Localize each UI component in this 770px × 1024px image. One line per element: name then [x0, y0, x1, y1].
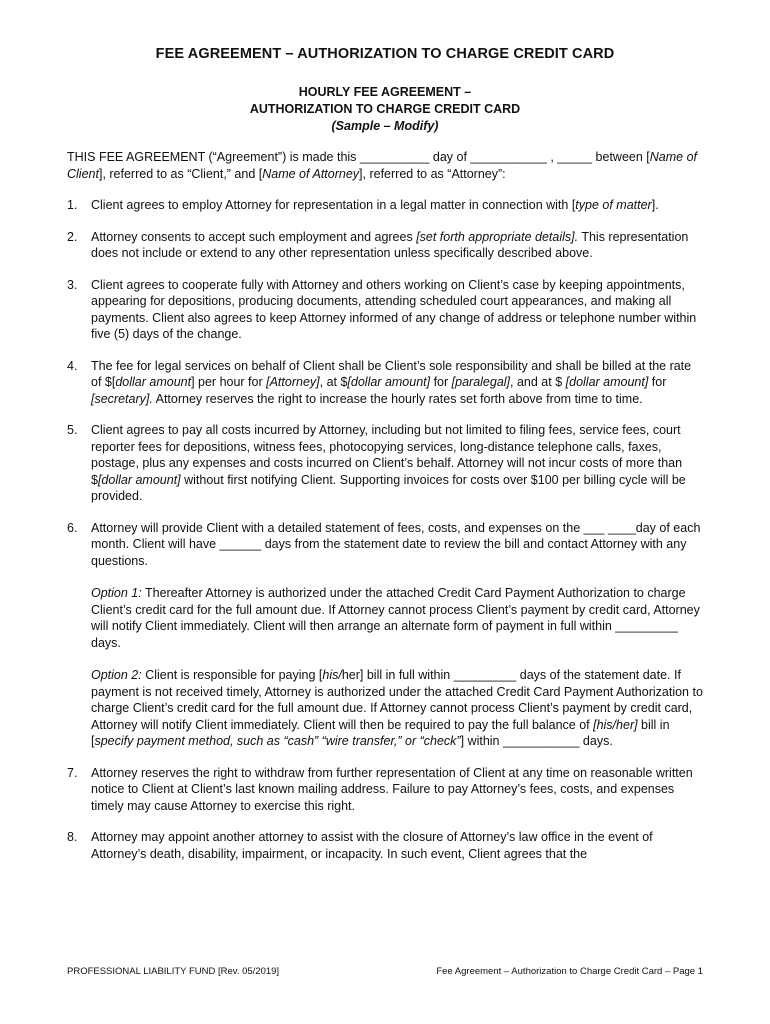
- clause-item-6: 6. Attorney will provide Client with a detailed statement of fees, costs, and expenses on the ___ ____day of each month. Client will have ______ days from the statement date to review the bill and contact Attorney with any questions. Option 1: Thereafter Attorney is authorized under the attached Credit Card Payment Authorization to charge Client’s credit card for the full amount due. If Attorney cannot process Client’s payment by credit card, Attorney will notify Client immediately. Client will then arrange an alternate form of payment in full within _________ days. Option 2: Client is responsible for paying [his/her] bill in full within _________ days of the statement date. If payment is not received timely, Attorney is authorized under the attached Credit Card Payment Authorization to charge Client’s credit card for the full amount due. If Attorney cannot process Client’s payment by credit card, Attorney will notify Client immediately. Client will then be required to pay the full balance of [his/her] bill in [specify payment method, such as “cash” “wire transfer,” or “check”] within ___________ days.: [67, 520, 703, 748]
- clause-number: 1.: [67, 198, 78, 212]
- clause-item-7: 7. Attorney reserves the right to withdraw from further representation of Client at any time on reasonable written notice to Client at Client’s last known mailing address. Failure to pay Attorney’s fees, costs, and expenses timely may cause Attorney to exercise this right.: [67, 765, 693, 813]
- clause-number: 7.: [67, 765, 78, 780]
- option-1-paragraph: Option 1: Thereafter Attorney is authorized under the attached Credit Card Payment Authorization to charge Client’s credit card for the full amount due. If Attorney cannot process Client’s payment by credit card, Attorney will notify Client immediately. Client will then arrange an alternate form of payment in full within _________ days.: [91, 586, 700, 650]
- clause-number: 2.: [67, 229, 78, 244]
- clause-item-3: 3. Client agrees to cooperate fully with Attorney and others working on Client’s case by keeping appointments, appearing for depositions, producing documents, attending scheduled court appearances, and making all payments. Client also agrees to keep Attorney informed of any change of address or telephone number within five (5) days of the change.: [67, 277, 697, 341]
- footer-left: PROFESSIONAL LIABILITY FUND [Rev. 05/2019]: [67, 966, 280, 977]
- clause-item-4: 4. The fee for legal services on behalf of Client shall be Client’s sole responsibility and shall be billed at the rate of $[dollar amount] per hour for [Attorney], at $[dollar amount] for [paralegal], and at $ [dollar amount] for [secretary]. Attorney reserves the right to increase the hourly rates set forth above from time to time.: [67, 358, 692, 406]
- agreement-body: [67, 149, 703, 877]
- clause-list: [67, 197, 703, 862]
- page-footer: [67, 966, 703, 977]
- clause-item-1: 1. Client agrees to employ Attorney for representation in a legal matter in connection with [type of matter].: [67, 198, 659, 212]
- footer-right: Fee Agreement – Authorization to Charge Credit Card – Page 1: [436, 966, 703, 977]
- subtitle-line-2: AUTHORIZATION TO CHARGE CREDIT CARD: [249, 102, 521, 116]
- clause-item-5: 5. Client agrees to pay all costs incurred by Attorney, including but not limited to filing fees, service fees, court reporter fees for depositions, witness fees, photocopying services, long-distance telephone calls, faxes, postage, plus any expenses and costs incurred on Client’s behalf. Attorney will not incur costs of more than $[dollar amount] without first notifying Client. Supporting invoices for costs over $100 per billing cycle will be provided.: [67, 423, 686, 503]
- clause-item-8: 8. Attorney may appoint another attorney to assist with the closure of Attorney’s law office in the event of Attorney’s death, disability, impairment, or incapacity. In such event, Client agrees that the: [67, 830, 653, 861]
- clause-number: 3.: [67, 277, 78, 292]
- option-2-paragraph: Option 2: Client is responsible for paying [his/her] bill in full within _________ days of the statement date. If payment is not received timely, Attorney is authorized under the attached Credit Card Payment Authorization to charge Client’s credit card for the full amount due. If Attorney cannot process Client’s payment by credit card, Attorney will notify Client immediately. Client will then be required to pay the full balance of [his/her] bill in [specify payment method, such as “cash” “wire transfer,” or “check”] within ___________ days.: [91, 668, 703, 748]
- clause-item-2: 2. Attorney consents to accept such employment and agrees [set forth appropriate details]. This representation does not include or extend to any other representation unless specifically described above.: [67, 229, 689, 260]
- document-title: FEE AGREEMENT – AUTHORIZATION TO CHARGE CREDIT CARD: [155, 46, 615, 62]
- intro-paragraph: THIS FEE AGREEMENT (“Agreement”) is made this __________ day of ___________ , _____ between [Name of Client], referred to as “Client,” and [Name of Attorney], referred to as “Attorney”:: [67, 150, 697, 181]
- subtitle-line-3: (Sample – Modify): [331, 119, 439, 133]
- subtitle-line-1: HOURLY FEE AGREEMENT –: [298, 85, 472, 99]
- clause-number: 4.: [67, 358, 78, 373]
- clause-number: 8.: [67, 830, 78, 844]
- clause-number: 6.: [67, 520, 78, 535]
- document-subtitle: [0, 84, 770, 135]
- clause-number: 5.: [67, 423, 78, 437]
